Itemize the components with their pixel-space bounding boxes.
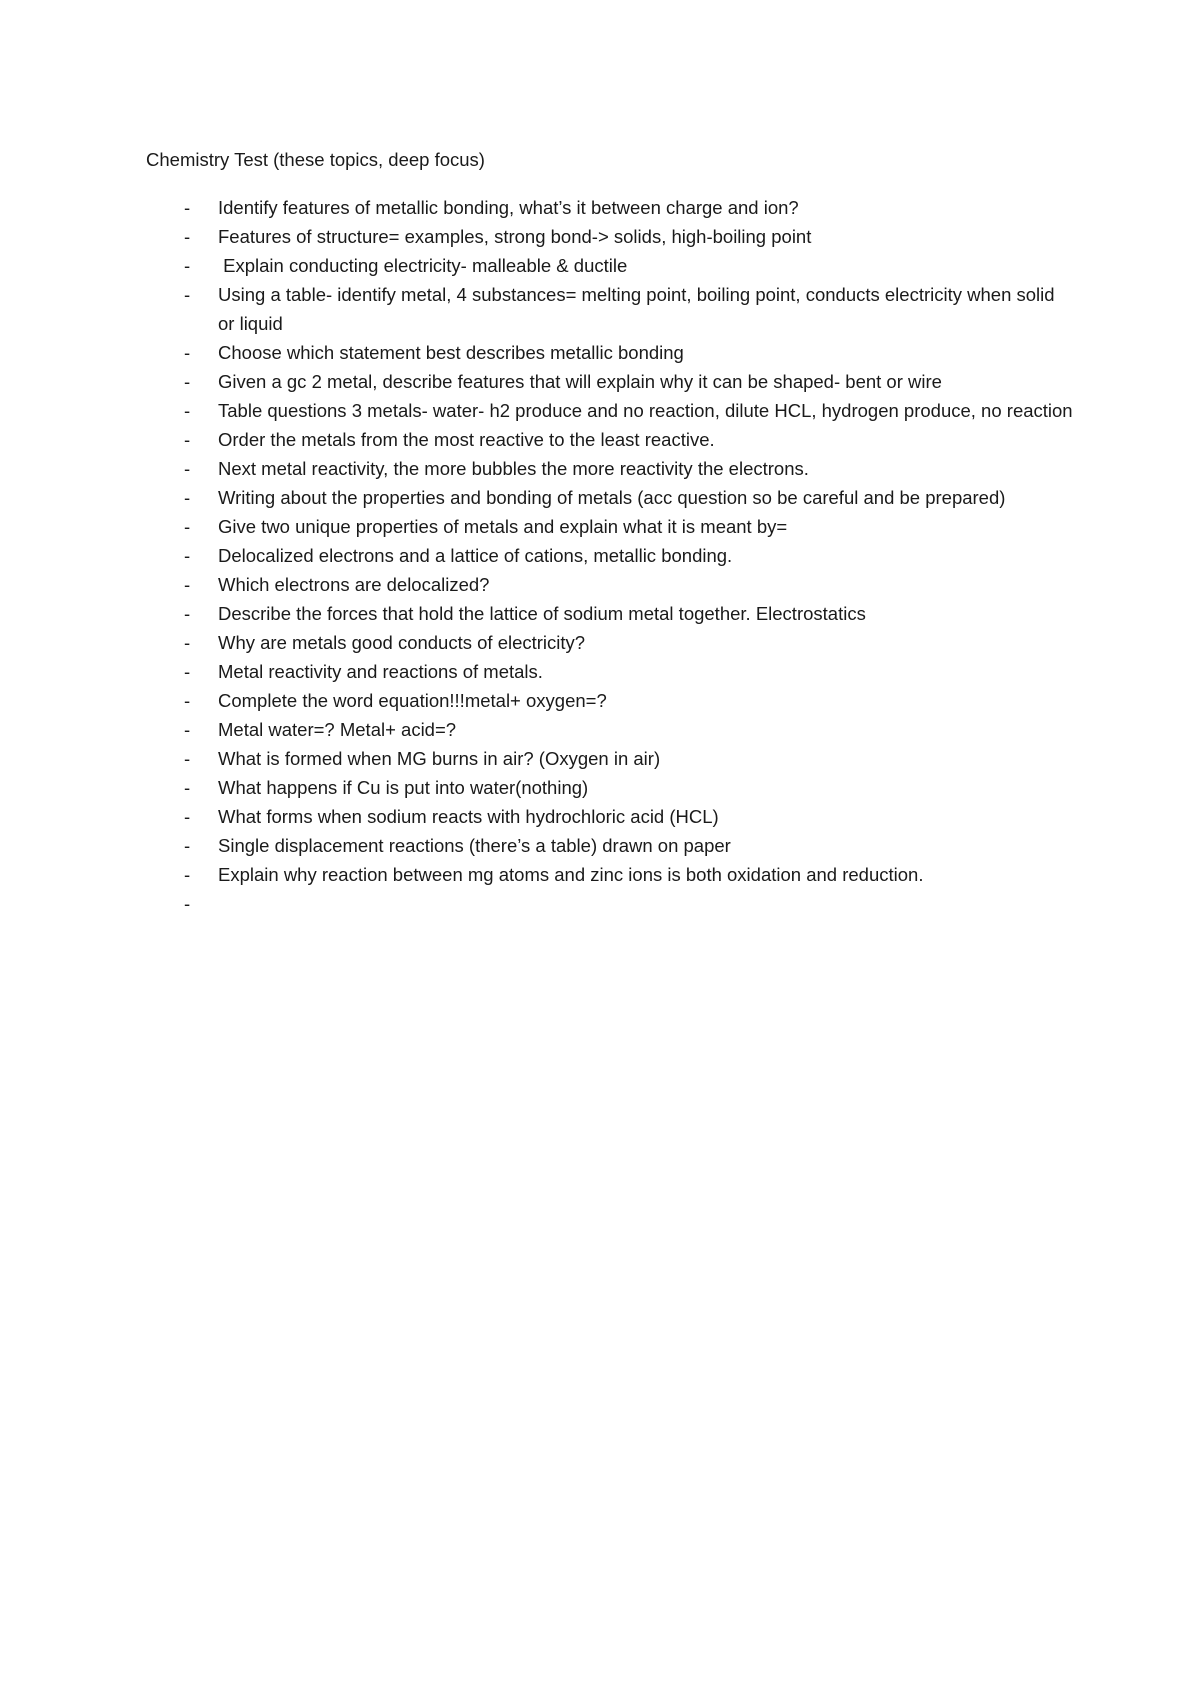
list-item [146, 338, 1076, 367]
bullet-dash: - [184, 400, 191, 421]
bullet-dash: - [184, 226, 191, 247]
bullet-dash: - [184, 835, 191, 856]
list-item [146, 860, 1076, 889]
list-item [146, 251, 1076, 280]
list-item-text: Explain conducting electricity- malleable & ductile [218, 255, 628, 276]
list-item-text: Give two unique properties of metals and explain what it is meant by= [218, 516, 788, 537]
bullet-dash: - [184, 806, 191, 827]
bullet-dash: - [184, 284, 191, 305]
bullet-dash: - [184, 690, 191, 711]
list-item [146, 454, 1076, 483]
list-item-text: Metal water=? Metal+ acid=? [218, 719, 457, 740]
topic-list [146, 193, 1076, 918]
list-item-text: Complete the word equation!!!metal+ oxygen=? [218, 690, 607, 711]
bullet-dash: - [184, 603, 191, 624]
list-item [146, 396, 1076, 425]
list-item-text: What is formed when MG burns in air? (Oxygen in air) [218, 748, 661, 769]
list-item-text: Choose which statement best describes metallic bonding [218, 342, 684, 363]
bullet-dash: - [184, 255, 191, 276]
list-item-text: Delocalized electrons and a lattice of cations, metallic bonding. [218, 545, 733, 566]
list-item-text: Identify features of metallic bonding, what’s it between charge and ion? [218, 197, 799, 218]
list-item-text: Describe the forces that hold the lattice of sodium metal together. Electrostatics [218, 603, 866, 624]
list-item-text: Explain why reaction between mg atoms and zinc ions is both oxidation and reduction. [218, 864, 924, 885]
document-title: Chemistry Test (these topics, deep focus) [146, 149, 485, 170]
list-item [146, 483, 1076, 512]
list-item-text: Given a gc 2 metal, describe features that will explain why it can be shaped- bent or wire [218, 371, 942, 392]
bullet-dash: - [184, 748, 191, 769]
bullet-dash: - [184, 777, 191, 798]
bullet-dash: - [184, 458, 191, 479]
bullet-dash: - [184, 893, 191, 914]
list-item [146, 744, 1076, 773]
list-item-text: Writing about the properties and bonding of metals (acc question so be careful and be prepared) [218, 487, 1006, 508]
bullet-dash: - [184, 487, 191, 508]
list-item [146, 889, 1076, 918]
list-item [146, 541, 1076, 570]
list-item [146, 686, 1076, 715]
list-item-text: Table questions 3 metals- water- h2 produce and no reaction, dilute HCL, hydrogen produce, no reaction [218, 400, 1073, 421]
bullet-dash: - [184, 661, 191, 682]
list-item [146, 657, 1076, 686]
list-item [146, 280, 1076, 338]
list-item [146, 715, 1076, 744]
bullet-dash: - [184, 429, 191, 450]
bullet-dash: - [184, 197, 191, 218]
list-item-text [218, 889, 1076, 918]
list-item [146, 802, 1076, 831]
list-item-text: Which electrons are delocalized? [218, 574, 490, 595]
bullet-dash: - [184, 342, 191, 363]
bullet-dash: - [184, 864, 191, 885]
list-item [146, 599, 1076, 628]
list-item-text: Metal reactivity and reactions of metals. [218, 661, 543, 682]
list-item [146, 570, 1076, 599]
bullet-dash: - [184, 516, 191, 537]
list-item-text: Next metal reactivity, the more bubbles the more reactivity the electrons. [218, 458, 809, 479]
list-item [146, 512, 1076, 541]
bullet-dash: - [184, 574, 191, 595]
list-item-text: Why are metals good conducts of electricity? [218, 632, 586, 653]
list-item [146, 773, 1076, 802]
list-item [146, 193, 1076, 222]
list-item [146, 425, 1076, 454]
list-item-text: What forms when sodium reacts with hydrochloric acid (HCL) [218, 806, 719, 827]
list-item [146, 831, 1076, 860]
list-item-text: Using a table- identify metal, 4 substances= melting point, boiling point, conducts electricity when solid or liquid [218, 284, 1060, 334]
bullet-dash: - [184, 632, 191, 653]
bullet-dash: - [184, 371, 191, 392]
list-item [146, 222, 1076, 251]
list-item [146, 628, 1076, 657]
list-item-text: Order the metals from the most reactive to the least reactive. [218, 429, 715, 450]
list-item-text: Single displacement reactions (there’s a table) drawn on paper [218, 835, 731, 856]
bullet-dash: - [184, 545, 191, 566]
list-item-text: What happens if Cu is put into water(nothing) [218, 777, 589, 798]
list-item [146, 367, 1076, 396]
bullet-dash: - [184, 719, 191, 740]
list-item-text: Features of structure= examples, strong bond-> solids, high-boiling point [218, 226, 812, 247]
